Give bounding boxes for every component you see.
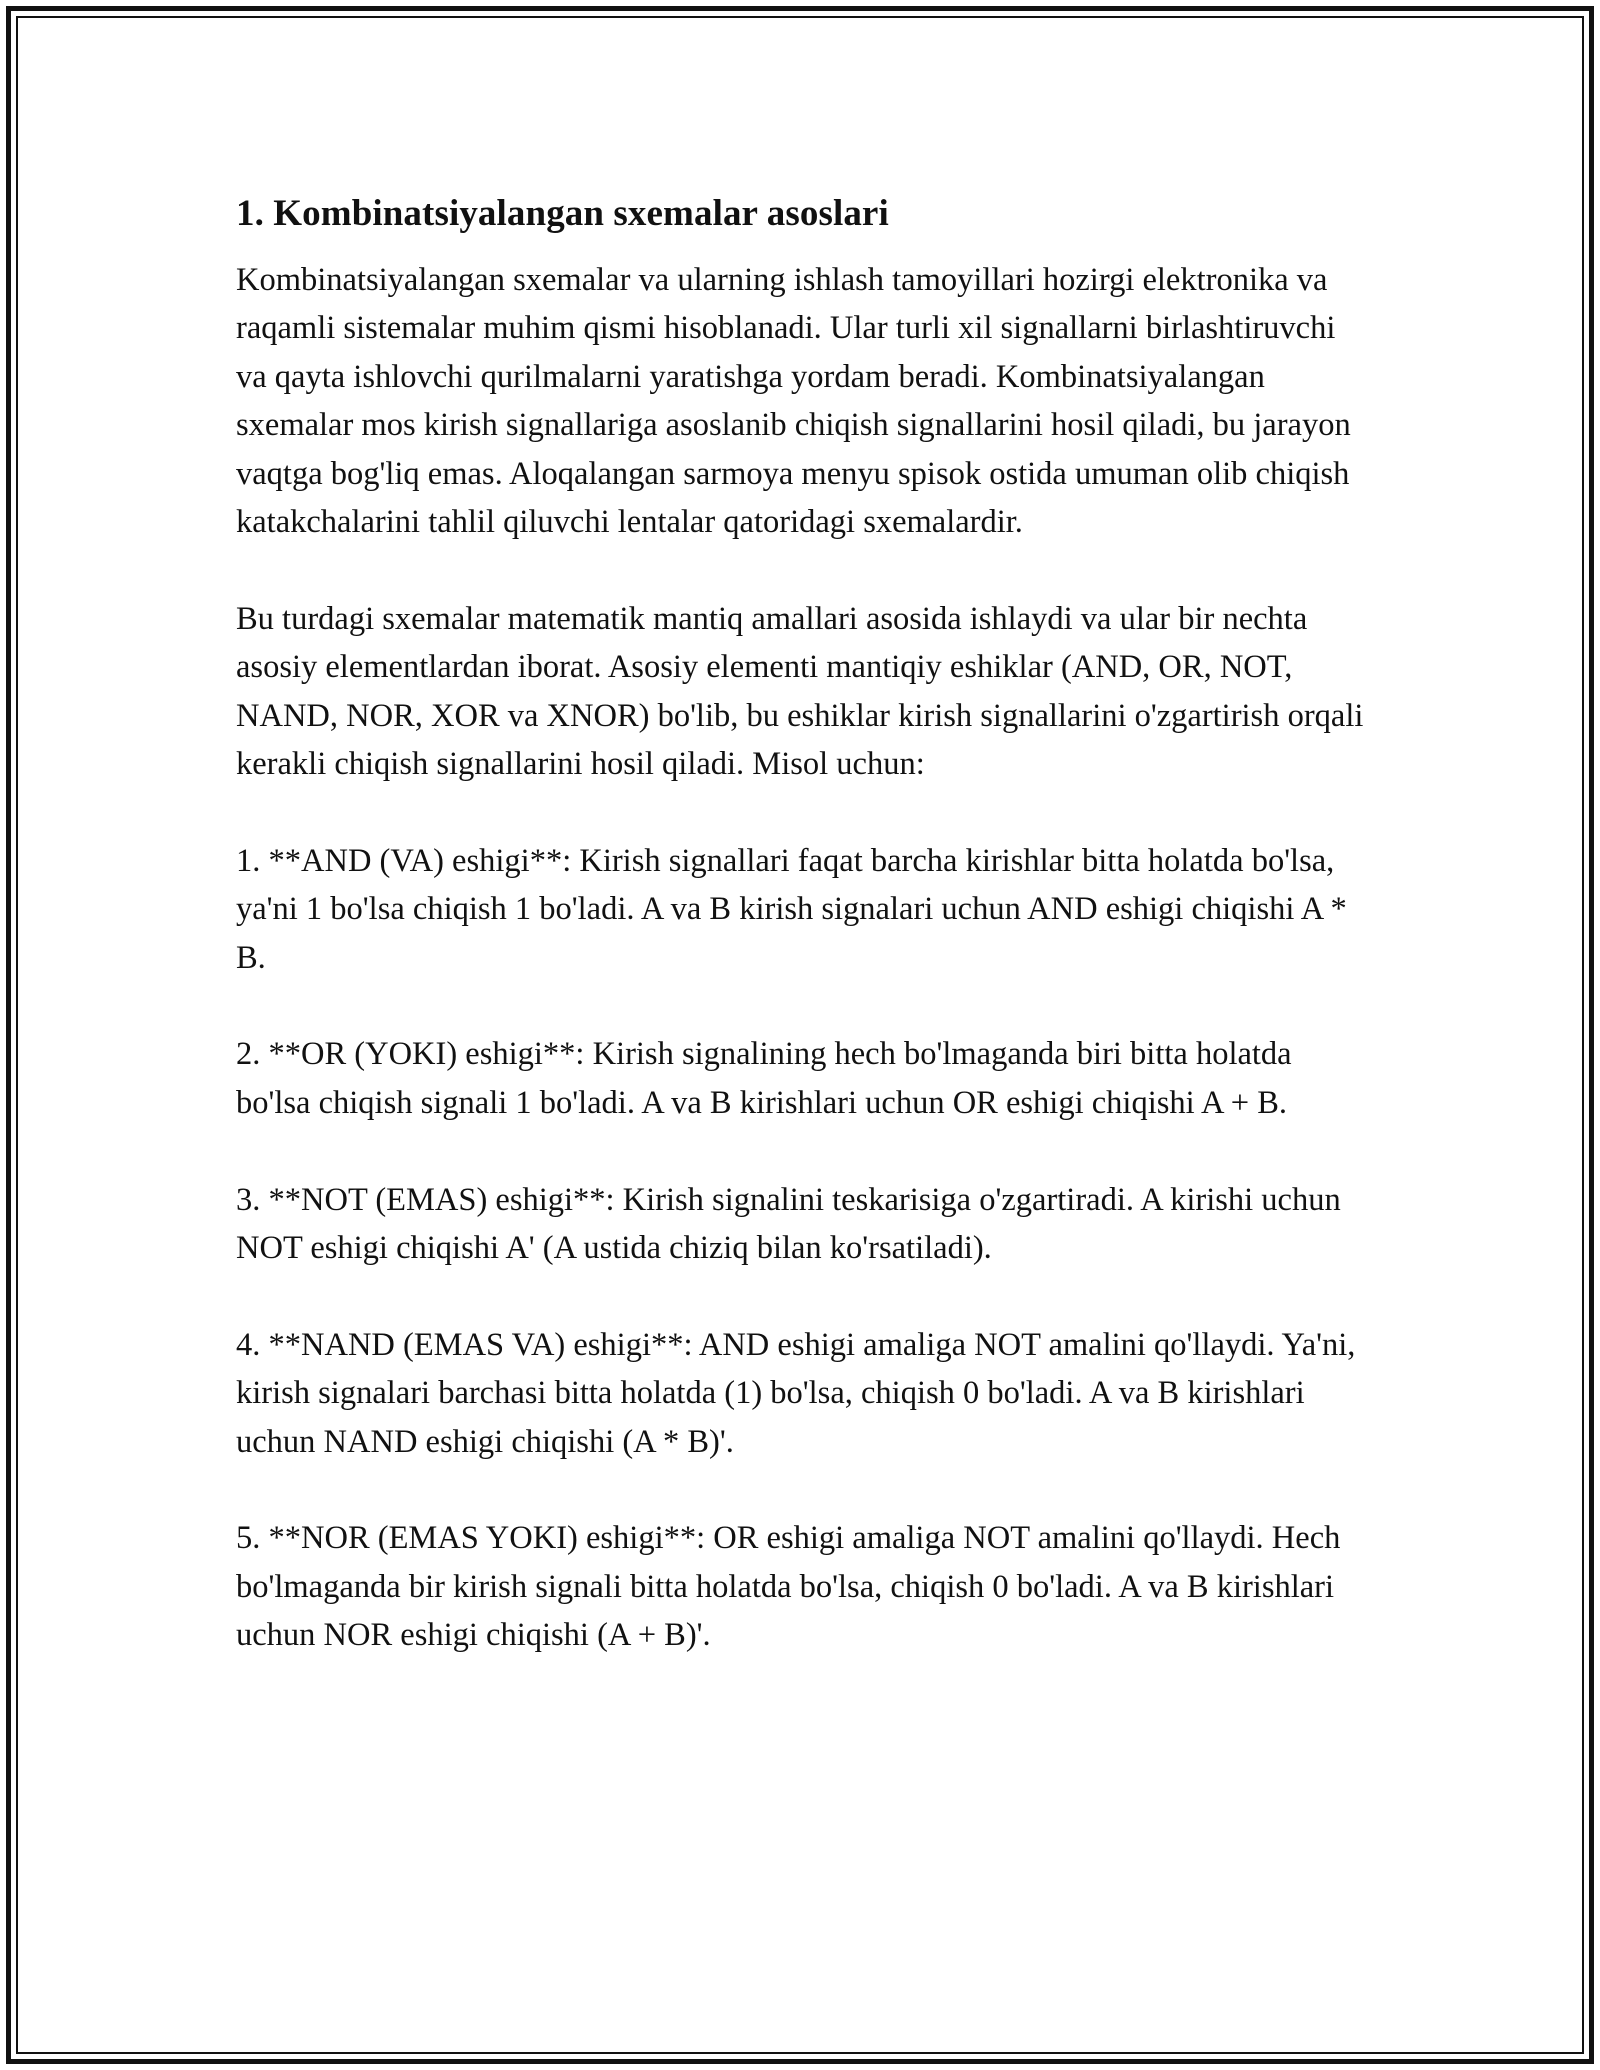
paragraph-intro: Kombinatsiyalangan sxemalar va ularning ishlash tamoyillari hozirgi elektronika va raqamli sistemalar muhim qismi hisoblanadi. Ular turli xil signallarni birlashtiruvchi va qayta ishlovchi qurilmalarni yaratishga yordam beradi. Kombinatsiyalangan sxemalar mos kirish signallariga asoslanib chiqish signallarini hosil qiladi, bu jarayon vaqtga bog'liq emas. Aloqalangan sarmoya menyu spisok ostida umuman olib chiqish katakchalarini tahlil qiluvchi lentalar qatoridagi sxemalardir.: [236, 262, 1351, 541]
paragraph-gap: [236, 788, 1366, 836]
list-item-nor-gate: 5. **NOR (EMAS YOKI) eshigi**: OR eshigi amaliga NOT amalini qo'llaydi. Hech bo'lmaganda bir kirish signali bitta holatda bo'lsa, chiqish 0 bo'ladi. A va B kirishlari uchun NOR eshigi chiqishi (A + B)'.: [236, 1520, 1341, 1654]
list-item-and-gate: 1. **AND (VA) eshigi**: Kirish signallari faqat barcha kirishlar bitta holatda bo'lsa, ya'ni 1 bo'lsa chiqish 1 bo'ladi. A va B kirish signalari uchun AND eshigi chiqishi A * B.: [236, 842, 1347, 976]
paragraph-gap: [236, 1127, 1366, 1175]
list-item-nand-gate: 4. **NAND (EMAS VA) eshigi**: AND eshigi amaliga NOT amalini qo'llaydi. Ya'ni, kirish signalari barchasi bitta holatda (1) bo'lsa, chiqish 0 bo'ladi. A va B kirishlari uchun NAND eshigi chiqishi (A * B)'.: [236, 1326, 1356, 1460]
section-heading: 1. Kombinatsiyalangan sxemalar asoslari: [236, 193, 889, 234]
list-item-not-gate: 3. **NOT (EMAS) eshigi**: Kirish signalini teskarisiga o'zgartiradi. A kirishi uchun NOT eshigi chiqishi A' (A ustida chiziq bilan ko'rsatiladi).: [236, 1181, 1341, 1267]
paragraph-gap: [236, 982, 1366, 1030]
paragraph-gap: [236, 1466, 1366, 1514]
list-item-or-gate: 2. **OR (YOKI) eshigi**: Kirish signalining hech bo'lmaganda biri bitta holatda bo'lsa chiqish signali 1 bo'ladi. A va B kirishlari uchun OR eshigi chiqishi A + B.: [236, 1036, 1292, 1121]
paragraph-logic-gates: Bu turdagi sxemalar matematik mantiq amallari asosida ishlaydi va ular bir nechta asosiy elementlardan iborat. Asosiy elementi mantiqiy eshiklar (AND, OR, NOT, NAND, NOR, XOR va XNOR) bo'lib, bu eshiklar kirish signallarini o'zgartirish orqali kerakli chiqish signallarini hosil qiladi. Misol uchun:: [236, 600, 1364, 783]
paragraph-gap: [236, 1272, 1366, 1320]
document-body: [236, 186, 1366, 1660]
paragraph-gap: [236, 546, 1366, 594]
